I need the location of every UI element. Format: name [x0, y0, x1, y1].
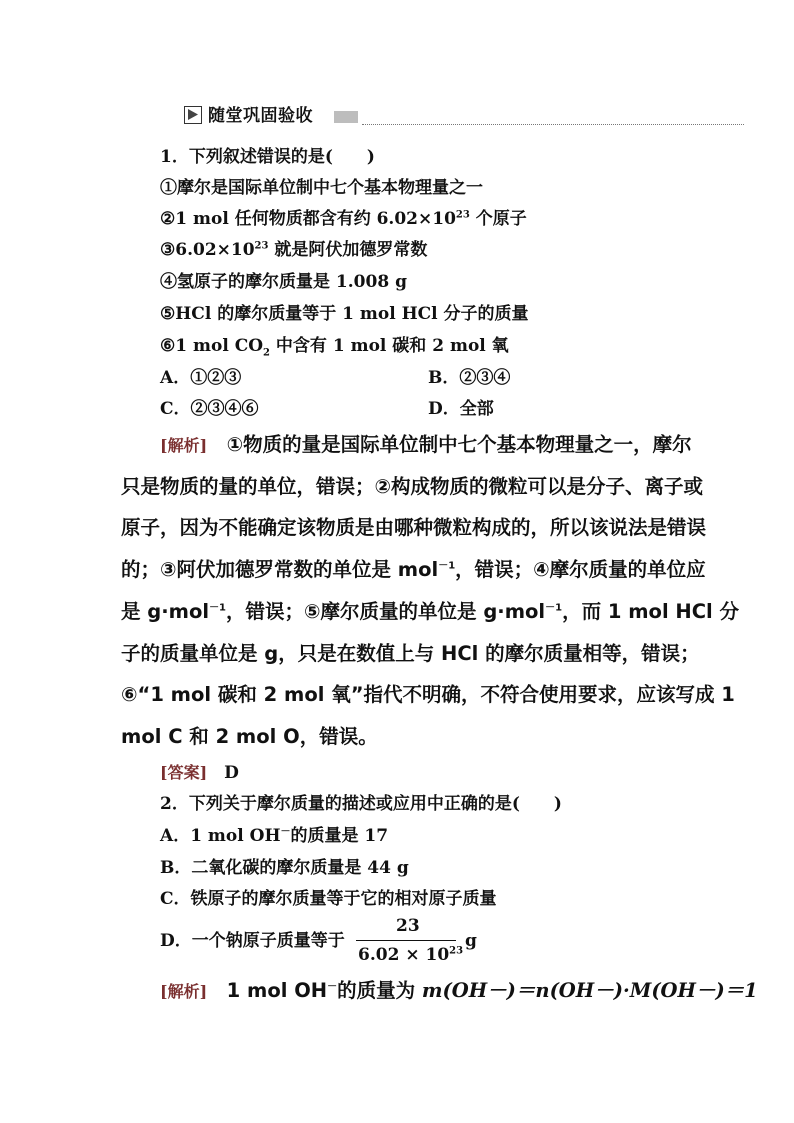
analysis-tag: [解析]	[160, 982, 208, 1001]
question-1-stem: 1．下列叙述错误的是( )	[160, 147, 375, 167]
q1-item-4: ④氢原子的摩尔质量是 1.008 g	[160, 272, 407, 292]
q1-item-1: ①摩尔是国际单位制中七个基本物理量之一	[160, 178, 483, 198]
q2-analysis-line-1: [解析] 1 mol OH－的质量为 m(OH－)＝n(OH－)·M(OH－)＝1	[160, 979, 758, 1002]
q1-answer: [答案] D	[160, 763, 239, 783]
q1-analysis-line-1: [解析] ①物质的量是国际单位制中七个基本物理量之一，摩尔	[160, 433, 692, 456]
question-2-stem: 2．下列关于摩尔质量的描述或应用中正确的是( )	[160, 794, 562, 814]
q1-analysis-line-3: 原子，因为不能确定该物质是由哪种微粒构成的，所以该说法是错误	[121, 516, 707, 539]
q1-option-b: B．②③④	[428, 368, 511, 388]
q1-analysis-line-8: mol C 和 2 mol O，错误。	[121, 725, 378, 748]
q1-option-a: A．①②③	[160, 368, 242, 388]
header-bar	[334, 111, 358, 123]
section-title: 随堂巩固验收	[208, 106, 313, 126]
q1-option-c: C．②③④⑥	[160, 399, 259, 419]
q2-option-c: C．铁原子的摩尔质量等于它的相对原子质量	[160, 889, 497, 909]
q1-option-d: D．全部	[428, 399, 494, 419]
q1-item-2: ②1 mol 任何物质都含有约 $6.02\times 10^{23}$ 个原子	[160, 209, 527, 229]
answer-tag: [答案]	[160, 763, 208, 782]
q2-option-d: D．一个钠原子质量等于	[160, 931, 345, 951]
q1-item-6: ⑥1 mol $CO_2$ 中含有 1 mol 碳和 2 mol 氧	[160, 336, 509, 359]
q1-analysis-line-4: 的；③阿伏加德罗常数的单位是 mol$^{-1}$，错误；④摩尔质量的单位应	[121, 558, 706, 581]
fraction-bar	[356, 940, 456, 941]
q2-option-d-fraction	[356, 916, 464, 966]
section-header	[184, 104, 744, 128]
analysis-tag: [解析]	[160, 436, 208, 455]
fraction-denominator: $6.02 \times 10^{23}$	[358, 945, 464, 965]
q1-analysis-line-7: ⑥“1 mol 碳和 2 mol 氧”指代不明确，不符合使用要求，应该写成 1	[121, 683, 735, 706]
q1-analysis-line-6: 子的质量单位是 g，只是在数值上与 HCl 的摩尔质量相等，错误；	[121, 642, 700, 665]
q2-option-a: A．1 mol OH－的质量是 17	[160, 826, 389, 846]
q1-analysis-line-5: 是 g·mol$^{-1}$，错误；⑤摩尔质量的单位是 g·mol$^{-1}$，而 1 mol HCl 分	[121, 600, 740, 623]
q2-option-d-unit: g	[465, 931, 477, 951]
q2-option-b: B．二氧化碳的摩尔质量是 44 g	[160, 858, 409, 878]
q1-item-5: ⑤HCl 的摩尔质量等于 1 mol HCl 分子的质量	[160, 304, 529, 324]
q1-analysis-line-2: 只是物质的量的单位，错误；②构成物质的微粒可以是分子、离子或	[121, 475, 704, 498]
fraction-numerator: 23	[396, 916, 420, 936]
play-arrow-icon	[184, 106, 202, 124]
q1-item-3: $③6.02\times 10^{23}$ 就是阿伏加德罗常数	[160, 240, 428, 260]
header-dotted-rule	[362, 124, 744, 125]
